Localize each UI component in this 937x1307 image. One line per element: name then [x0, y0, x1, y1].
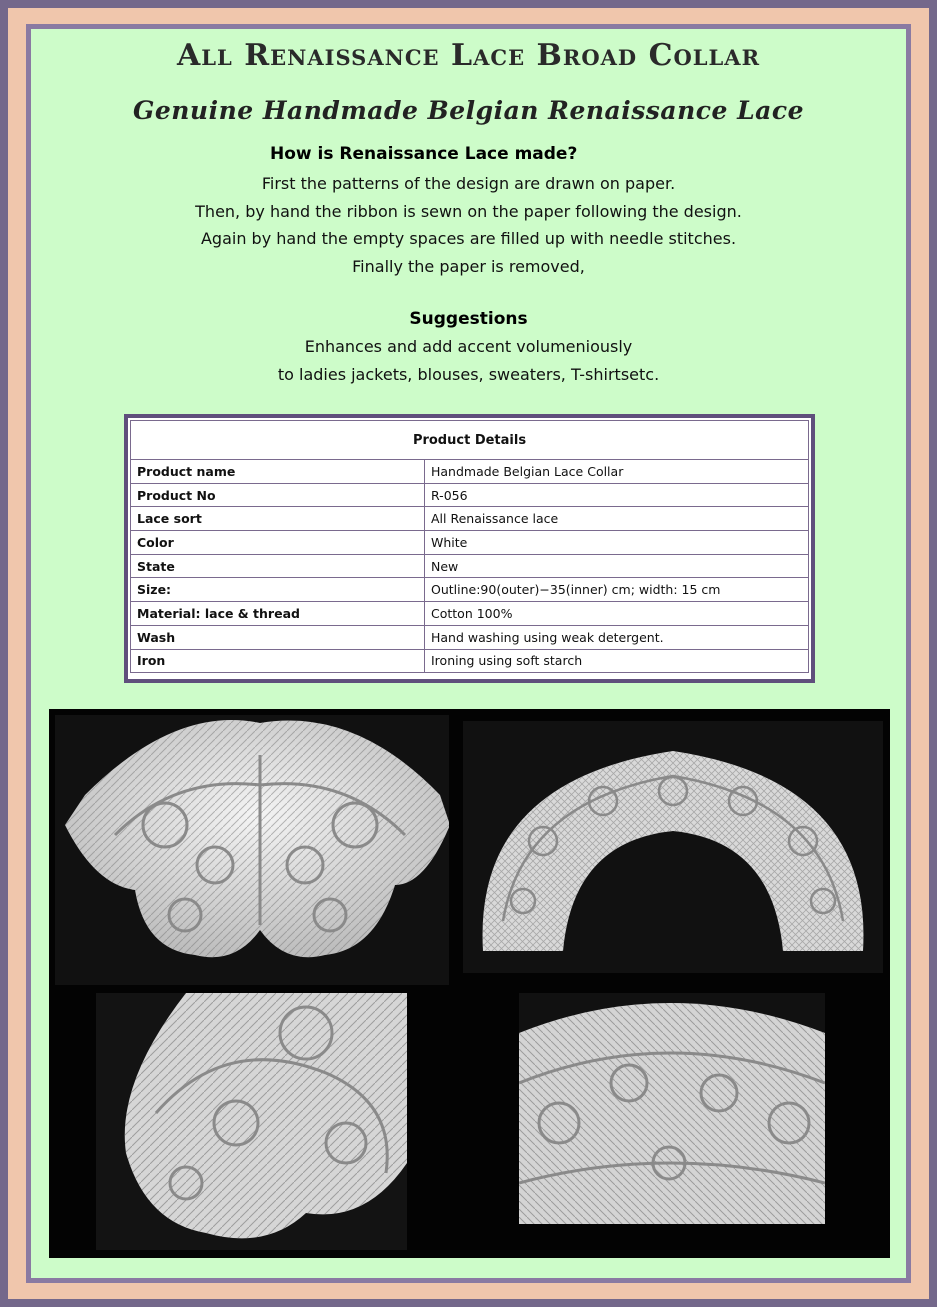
row-value: Outline:90(outer)−35(inner) cm; width: 15 cm — [425, 578, 809, 602]
row-label: State — [131, 554, 425, 578]
table-row — [131, 460, 809, 484]
row-label: Product name — [131, 460, 425, 484]
row-value: Handmade Belgian Lace Collar — [425, 460, 809, 484]
row-value: All Renaissance lace — [425, 507, 809, 531]
suggestions-heading: Suggestions — [409, 309, 528, 329]
product-details-frame — [124, 414, 815, 683]
intro-heading: How is Renaissance Lace made? — [270, 144, 578, 164]
row-label: Iron — [131, 649, 425, 673]
table-row — [131, 649, 809, 673]
page-subtitle: Genuine Handmade Belgian Renaissance Lace — [132, 96, 804, 125]
row-value: Ironing using soft starch — [425, 649, 809, 673]
row-value: R-056 — [425, 483, 809, 507]
page-title: All Renaissance Lace Broad Collar — [176, 38, 761, 73]
collar-photo-top-view — [55, 715, 449, 985]
intro-line: Finally the paper is removed, — [352, 256, 585, 276]
product-details-table — [130, 420, 809, 673]
table-row — [131, 531, 809, 555]
row-value: Hand washing using weak detergent. — [425, 625, 809, 649]
photo-gallery — [49, 709, 890, 1258]
row-value: New — [425, 554, 809, 578]
intro-line: Again by hand the empty spaces are filled up with needle stitches. — [200, 229, 737, 248]
row-value: White — [425, 531, 809, 555]
suggestion-line: Enhances and add accent volumeniously — [304, 337, 633, 356]
row-label: Lace sort — [131, 507, 425, 531]
intro-text — [0, 170, 937, 280]
intro-line: First the patterns of the design are drawn on paper. — [261, 174, 676, 193]
suggestion-line: to ladies jackets, blouses, sweaters, T-shirtsetc. — [277, 365, 660, 384]
collar-photo-flat-view — [463, 721, 883, 973]
table-header-row — [131, 421, 809, 460]
row-label: Size: — [131, 578, 425, 602]
table-row — [131, 602, 809, 626]
collar-photo-closeup-left — [96, 993, 407, 1250]
row-label: Color — [131, 531, 425, 555]
intro-line: Then, by hand the ribbon is sewn on the paper following the design. — [195, 201, 742, 221]
table-header: Product Details — [131, 421, 809, 460]
row-value: Cotton 100% — [425, 602, 809, 626]
product-details-table-wrapper — [128, 418, 811, 679]
collar-photo-closeup-right — [519, 993, 825, 1224]
suggestions-text — [0, 333, 937, 389]
table-row — [131, 554, 809, 578]
table-row — [131, 625, 809, 649]
row-label: Wash — [131, 625, 425, 649]
table-row — [131, 578, 809, 602]
row-label: Product No — [131, 483, 425, 507]
row-label: Material: lace & thread — [131, 602, 425, 626]
table-row — [131, 483, 809, 507]
table-row — [131, 507, 809, 531]
